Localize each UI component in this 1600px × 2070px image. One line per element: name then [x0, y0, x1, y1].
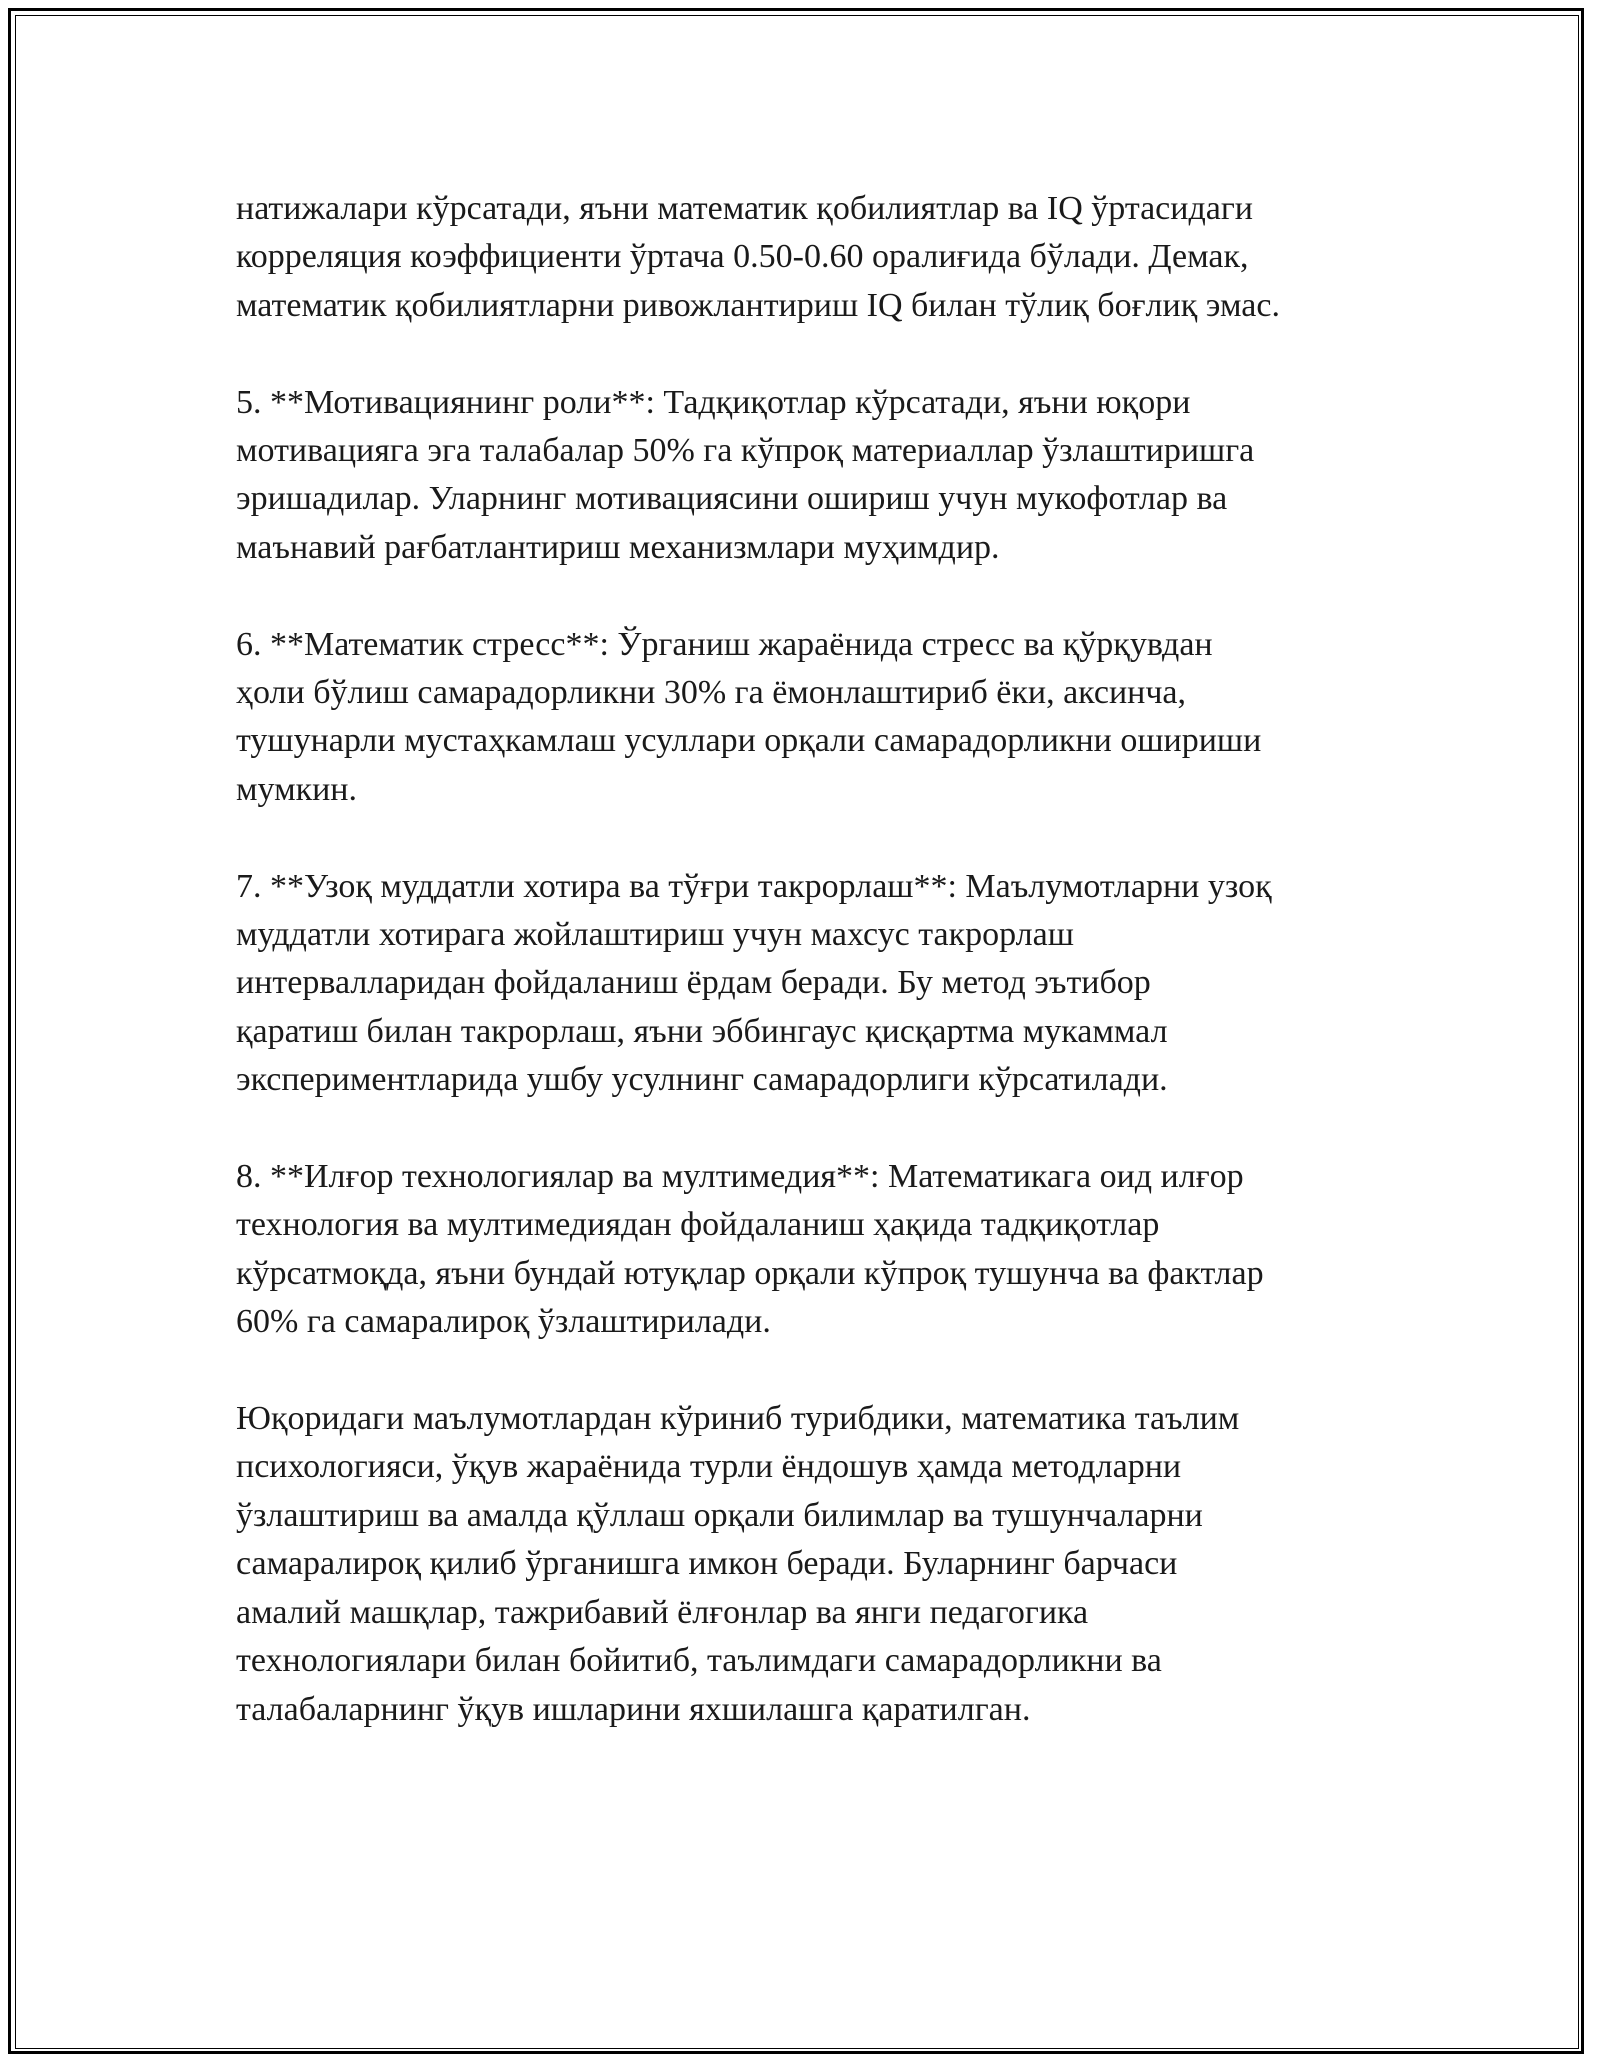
text-line: самаралироқ қилиб ўрганишга имкон беради. Буларнинг барчаси — [236, 1545, 1178, 1583]
text-line: 7. **Узоқ муддатли хотира ва тўғри такрорлаш**: Маълумотларни узоқ — [236, 867, 1272, 905]
paragraph-item-8-technology — [236, 1153, 1396, 1347]
text-line: корреляция коэффициенти ўртача 0.50-0.60 оралиғида бўлади. Демак, — [236, 238, 1249, 276]
paragraph-item-6-stress — [236, 621, 1396, 815]
text-line: қаратиш билан такрорлаш, яъни эббингаус қисқартма мукаммал — [236, 1012, 1168, 1050]
text-line: психологияси, ўқув жараёнида турли ёндошув ҳамда методларни — [236, 1448, 1182, 1486]
text-line: 6. **Математик стресс**: Ўрганиш жараёнида стресс ва қўрқувдан — [236, 625, 1213, 663]
text-line: 8. **Илғор технологиялар ва мултимедия**: Математикага оид илғор — [236, 1158, 1244, 1196]
paragraph-conclusion — [236, 1395, 1396, 1734]
text-line: Юқоридаги маълумотлардан кўриниб турибдики, математика таълим — [236, 1400, 1240, 1438]
text-line: кўрсатмоқда, яъни бундай ютуқлар орқали кўпроқ тушунча ва фактлар — [236, 1254, 1264, 1292]
text-line: 60% га самаралироқ ўзлаштирилади. — [236, 1303, 771, 1341]
text-line: 5. **Мотивациянинг роли**: Тадқиқотлар кўрсатади, яъни юқори — [236, 383, 1191, 421]
document-body — [236, 185, 1396, 1734]
text-line: муддатли хотирага жойлаштириш учун махсус такрорлаш — [236, 916, 1074, 954]
text-line: ҳоли бўлиш самарадорликни 30% га ёмонлаштириб ёки, аксинча, — [236, 674, 1187, 712]
text-line: талабаларнинг ўқув ишларини яхшилашга қаратилган. — [236, 1690, 1031, 1728]
text-line: технологиялари билан бойитиб, таълимдаги самарадорликни ва — [236, 1642, 1162, 1680]
text-line: эришадилар. Уларнинг мотивациясини ошириш учун мукофотлар ва — [236, 480, 1228, 518]
text-line: маънавий рағбатлантириш механизмлари муҳимдир. — [236, 528, 1000, 566]
paragraph-item-7-memory — [236, 863, 1396, 1105]
text-line: интервалларидан фойдаланиш ёрдам беради. Бу метод эътибор — [236, 964, 1151, 1002]
text-line: математик қобилиятларни ривожлантириш IQ билан тўлиқ боғлиқ эмас. — [236, 286, 1280, 324]
text-line: натижалари кўрсатади, яъни математик қобилиятлар ва IQ ўртасидаги — [236, 190, 1253, 227]
paragraph-intro-continuation — [236, 185, 1396, 330]
text-line: экспериментларида ушбу усулнинг самарадорлиги кўрсатилади. — [236, 1061, 1168, 1099]
text-line: амалий машқлар, тажрибавий ёлғонлар ва янги педагогика — [236, 1593, 1089, 1631]
text-line: технология ва мултимедиядан фойдаланиш ҳақида тадқиқотлар — [236, 1206, 1160, 1244]
text-line: мумкин. — [236, 770, 357, 808]
text-line: ўзлаштириш ва амалда қўллаш орқали билимлар ва тушунчаларни — [236, 1496, 1203, 1534]
text-line: мотивацияга эга талабалар 50% га кўпроқ материаллар ўзлаштиришга — [236, 432, 1255, 470]
text-line: тушунарли мустаҳкамлаш усуллари орқали самарадорликни ошириши — [236, 722, 1262, 760]
paragraph-item-5-motivation — [236, 379, 1396, 573]
